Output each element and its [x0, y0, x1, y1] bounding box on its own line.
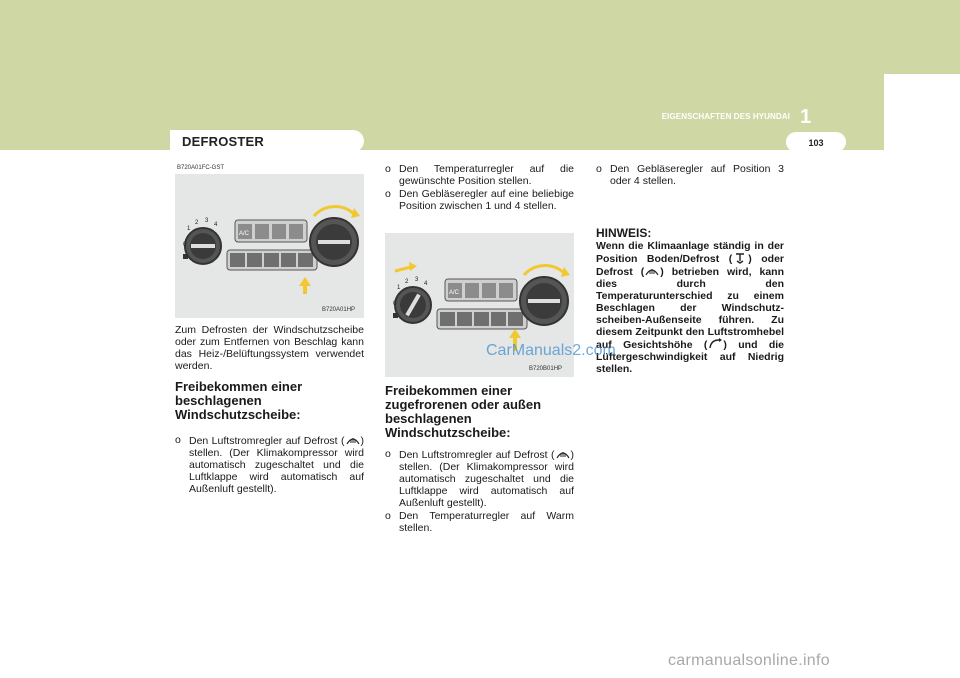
windshield-defrost-icon — [345, 434, 361, 446]
dial-number: 4 — [214, 222, 218, 228]
bullet-marker: o — [385, 510, 391, 522]
heading-beschlagen: Freibekommen einer beschlagenen Windschutzscheibe: — [175, 379, 303, 422]
rotation-arrow-icon — [524, 266, 564, 275]
header-cutout — [884, 74, 960, 150]
bullet-text: Den Luftstromregler auf Defrost ( — [189, 435, 345, 447]
note-text: ) und die Lüftergeschwindigkeit auf Niedrig stellen. — [596, 339, 785, 375]
ac-label: A/C — [239, 231, 250, 237]
blower-arrow-icon — [395, 262, 417, 271]
bullet-blower — [385, 188, 574, 212]
bullet-temperature — [385, 163, 574, 187]
note-title: HINWEIS: — [596, 226, 652, 240]
rotation-arrow-icon — [314, 207, 354, 216]
dial-number: 2 — [195, 220, 199, 226]
floor-defrost-icon — [732, 252, 748, 264]
watermark-carmanualsonline: carmanualsonline.info — [668, 652, 830, 669]
face-vent-icon — [707, 338, 723, 350]
chapter-title: EIGENSCHAFTEN DES HYUNDAI — [661, 112, 790, 121]
figure-2-code: B720B01HP — [529, 366, 563, 372]
header-band — [0, 0, 960, 150]
yellow-arrow-icon — [299, 277, 311, 294]
bullet-defrost-2 — [385, 448, 574, 509]
heading-zugefroren: Freibekommen einer zugefrorenen oder außen beschlagenen Windschutzscheibe: — [385, 383, 542, 440]
note-text: ) oder Defrost ( — [596, 253, 784, 278]
bullet-marker: o — [596, 163, 602, 175]
bullet-warm — [385, 510, 574, 534]
chapter-number: 1 — [800, 106, 812, 128]
dial-number: 0 — [393, 301, 397, 307]
bullet-text: Den Gebläseregler auf eine beliebige Position zwischen 1 und 4 stellen. — [399, 188, 574, 212]
figure-1-code: B720A01HP — [322, 307, 356, 313]
bullet-marker: o — [385, 448, 391, 460]
bullet-text: Den Luftstromregler auf Defrost ( — [399, 449, 555, 461]
climate-panel-drawing — [175, 174, 364, 318]
bullet-marker: o — [385, 188, 391, 200]
dial-number: 1 — [397, 285, 401, 291]
ac-label: A/C — [449, 290, 460, 296]
bullet-text: ) stellen. (Der Klimakompressor wird automatisch zugeschaltet und die Luftklappe wird automatisch auf Außenluft gestellt). — [399, 449, 574, 509]
dial-number: 3 — [205, 218, 209, 224]
bullet-marker: o — [385, 163, 391, 175]
section-title: DEFROSTER — [182, 134, 264, 149]
bullet-marker: o — [175, 434, 181, 446]
dial-number: 0 — [183, 242, 187, 248]
climate-panel-figure-1 — [175, 174, 364, 318]
note-text: Wenn die Klimaanlage ständig in der Position Boden/Defrost ( — [596, 240, 784, 265]
bullet-blower-3-4 — [596, 163, 784, 187]
watermark-carmanuals2: CarManuals2.com — [486, 342, 616, 359]
bullet-text: Den Temperaturregler auf die gewünschte Position stellen. — [399, 163, 574, 187]
dial-number: 4 — [424, 281, 428, 287]
note-text: ) betrieben wird, kann dies durch den Temperaturunterschied zu einem Beschlagen der Windschutz-scheiben-Außenseite führen. Zu diesem Zeitpunkt den Luftstromhebel auf Gesichtshöhe ( — [596, 266, 784, 351]
note-body — [596, 240, 784, 375]
dial-number: 2 — [405, 279, 409, 285]
bullet-text: Den Temperaturregler auf Warm stellen. — [399, 510, 574, 534]
dial-number: 1 — [187, 226, 191, 232]
bullet-text: ) stellen. (Der Klimakompressor wird automatisch zugeschaltet und die Luftklappe wird automatisch auf Außenluft gestellt). — [189, 435, 364, 495]
intro-paragraph: Zum Defrosten der Windschutzscheibe oder zum Entfernen von Beschlag kann das Heiz-/Belüftungssystem verwendet werden. — [175, 324, 364, 372]
windshield-defrost-icon — [644, 265, 660, 277]
bullet-defrost-1 — [175, 434, 364, 495]
section-code: B720A01FC-GST — [177, 165, 225, 171]
bullet-text: Den Gebläseregler auf Position 3 oder 4 stellen. — [610, 163, 784, 187]
page-number: 103 — [808, 138, 824, 148]
dial-number: 3 — [415, 277, 419, 283]
windshield-defrost-icon — [555, 448, 571, 460]
